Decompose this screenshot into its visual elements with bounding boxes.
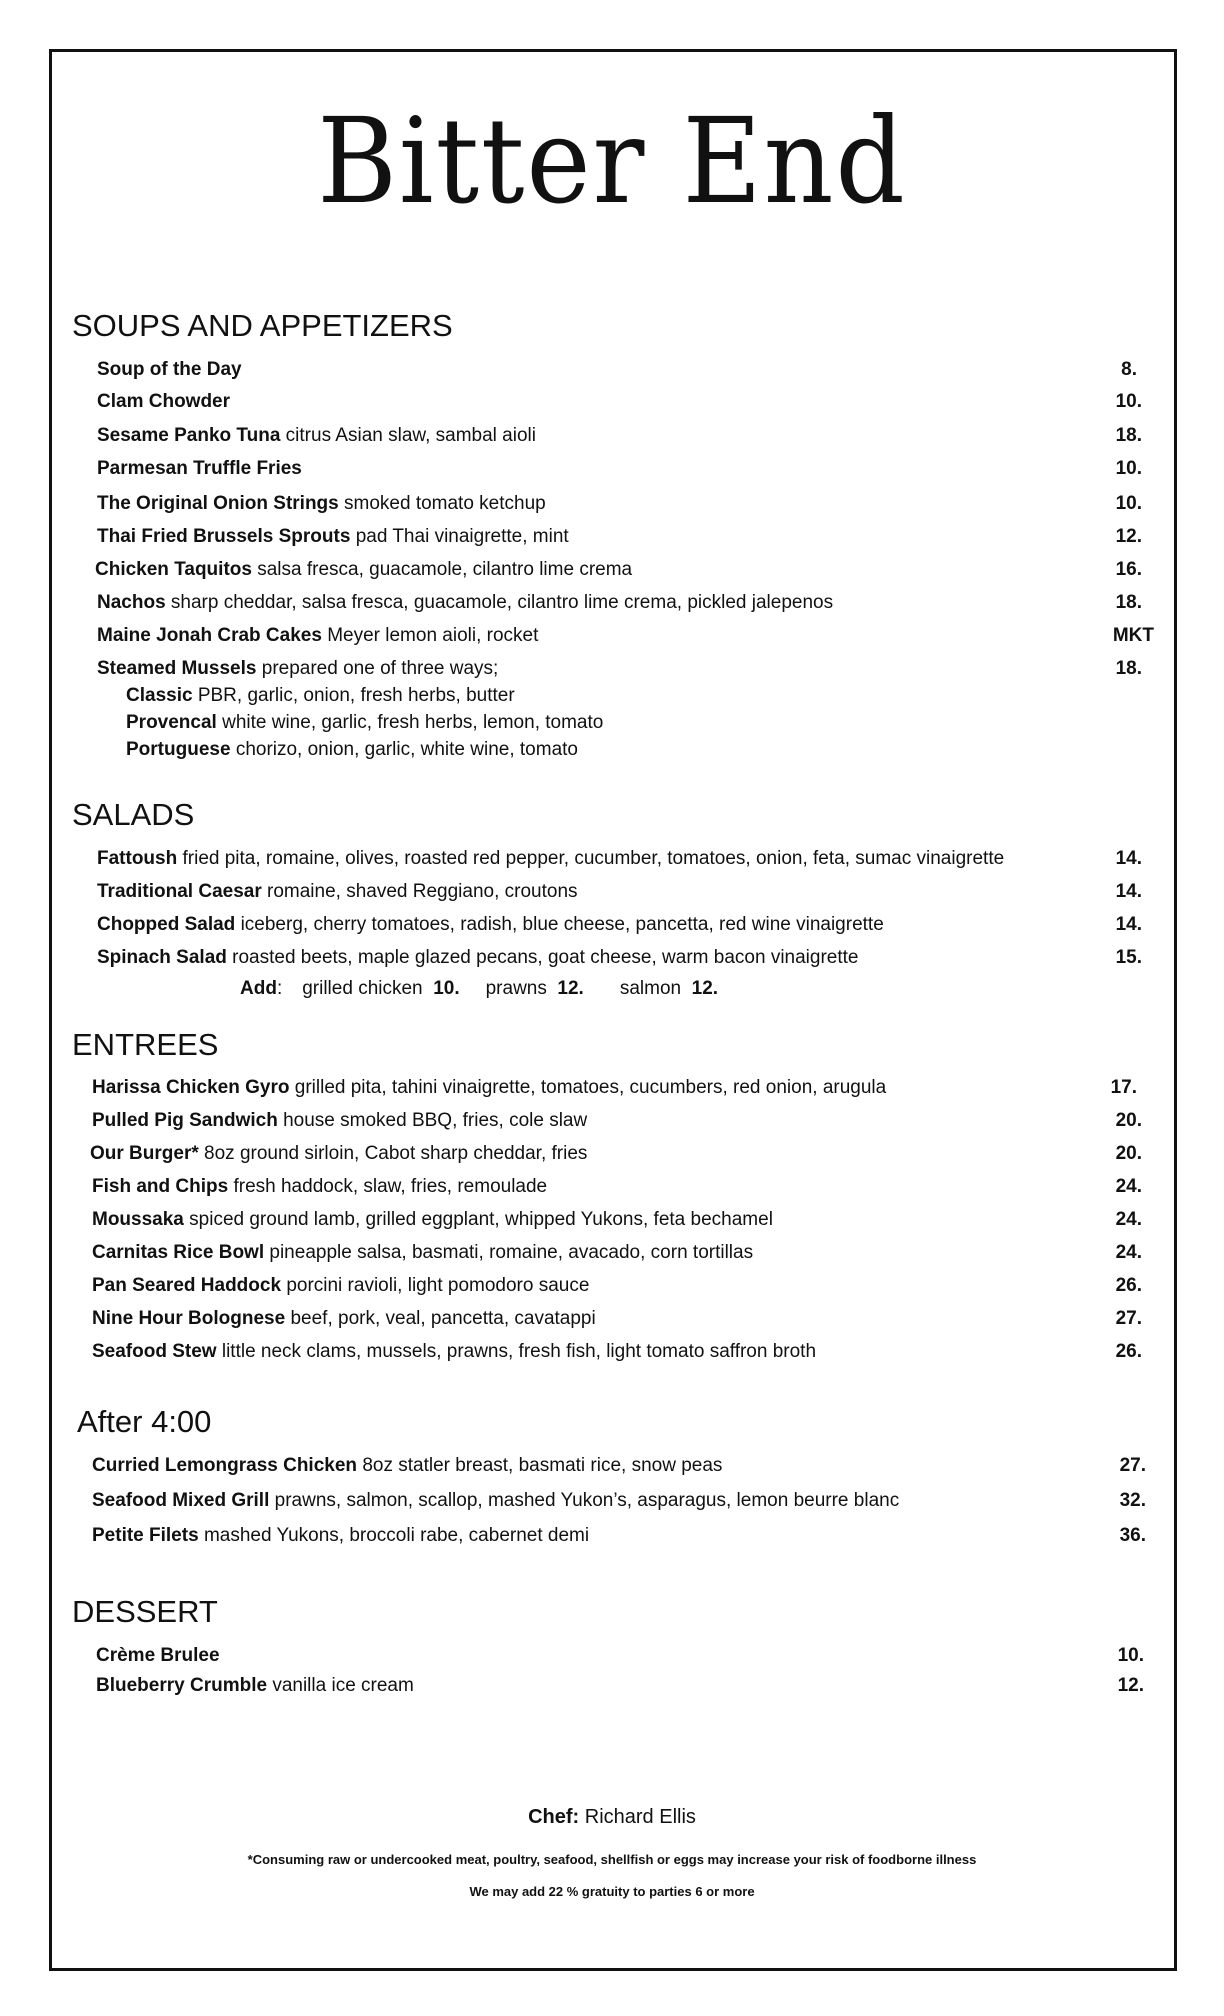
menu-item	[97, 877, 1142, 907]
menu-item	[92, 1106, 1142, 1136]
item-price: 36.	[1119, 1525, 1146, 1546]
section-title-after-four: After 4:00	[77, 1404, 212, 1439]
item-name: Harissa Chicken Gyro	[92, 1077, 290, 1098]
item-name: Nine Hour Bolognese	[92, 1308, 286, 1329]
item-name: Fattoush	[97, 848, 178, 869]
item-name: Crème Brulee	[96, 1645, 220, 1666]
item-price: 20.	[1115, 1110, 1142, 1131]
item-price: 12.	[1115, 526, 1142, 547]
item-desc: porcini ravioli, light pomodoro sauce	[286, 1275, 590, 1296]
option-desc: chorizo, onion, garlic, white wine, tomato	[235, 739, 578, 760]
item-name: Soup of the Day	[97, 359, 242, 380]
add-option-name: grilled chicken	[302, 978, 423, 999]
item-name: Our Burger*	[90, 1143, 199, 1164]
item-desc: sharp cheddar, salsa fresca, guacamole, cilantro lime crema, pickled jalepenos	[170, 592, 834, 613]
item-price: 24.	[1115, 1209, 1142, 1230]
item-desc: 8oz statler breast, basmati rice, snow peas	[362, 1455, 723, 1476]
item-name: Carnitas Rice Bowl	[92, 1242, 265, 1263]
menu-item	[97, 489, 1142, 519]
item-price: 8.	[1121, 359, 1137, 380]
mussels-option	[126, 736, 578, 764]
gratuity-notice: We may add 22 % gratuity to parties 6 or more	[469, 1884, 755, 1899]
item-price: 17.	[1110, 1077, 1137, 1098]
item-price: 10.	[1115, 458, 1142, 479]
item-price: 27.	[1115, 1308, 1142, 1329]
item-price: 14.	[1115, 881, 1142, 902]
menu-item	[92, 1271, 1142, 1301]
add-option-name: salmon	[619, 978, 682, 999]
consumer-notice: *Consuming raw or undercooked meat, poultry, seafood, shellfish or eggs may increase your risk of foodborne illness	[247, 1852, 977, 1867]
section-title-entrees: ENTREES	[72, 1027, 219, 1062]
menu-item	[97, 355, 1142, 385]
item-desc: little neck clams, mussels, prawns, fresh fish, light tomato saffron broth	[221, 1341, 817, 1362]
item-name: Seafood Stew	[92, 1341, 217, 1362]
item-desc: romaine, shaved Reggiano, croutons	[267, 881, 578, 902]
item-name: The Original Onion Strings	[97, 493, 339, 514]
item-desc: prepared one of three ways;	[261, 658, 499, 679]
restaurant-title: Bitter End	[317, 92, 907, 230]
menu-item	[97, 588, 1142, 618]
item-desc: pineapple salsa, basmati, romaine, avacado, corn tortillas	[269, 1242, 754, 1263]
item-desc: fresh haddock, slaw, fries, remoulade	[233, 1176, 548, 1197]
menu-item	[92, 1486, 1146, 1516]
item-name: Spinach Salad	[97, 947, 227, 968]
item-name: Seafood Mixed Grill	[92, 1490, 270, 1511]
mussels-option	[126, 709, 603, 737]
item-name: Sesame Panko Tuna	[97, 425, 281, 446]
item-desc: beef, pork, veal, pancetta, cavatappi	[290, 1308, 596, 1329]
item-desc: house smoked BBQ, fries, cole slaw	[283, 1110, 588, 1131]
menu-item	[97, 654, 1142, 684]
menu-item	[97, 421, 1142, 451]
item-name: Parmesan Truffle Fries	[97, 458, 302, 479]
item-name: Thai Fried Brussels Sprouts	[97, 526, 351, 547]
menu-item	[92, 1238, 1142, 1268]
item-desc: grilled pita, tahini vinaigrette, tomatoes, cucumbers, red onion, arugula	[294, 1077, 887, 1098]
menu-item	[97, 387, 1142, 417]
item-name: Chicken Taquitos	[95, 559, 252, 580]
item-name: Blueberry Crumble	[96, 1675, 268, 1696]
add-option-price: 12.	[691, 978, 719, 999]
menu-item	[97, 621, 1154, 651]
item-price: 10.	[1117, 1645, 1144, 1666]
salad-add-ons: Add: grilled chicken 10. prawns 12. salmon 12.	[240, 978, 719, 999]
item-desc: salsa fresca, guacamole, cilantro lime crema	[257, 559, 633, 580]
item-desc: prawns, salmon, scallop, mashed Yukon’s, asparagus, lemon beurre blanc	[274, 1490, 900, 1511]
add-option-price: 10.	[433, 978, 460, 999]
menu-item	[97, 844, 1142, 874]
menu-item	[92, 1304, 1142, 1334]
menu-item	[92, 1521, 1146, 1551]
menu-item	[92, 1205, 1142, 1235]
item-desc: 8oz ground sirloin, Cabot sharp cheddar, fries	[204, 1143, 588, 1164]
item-price: 32.	[1119, 1490, 1146, 1511]
item-desc: iceberg, cherry tomatoes, radish, blue cheese, pancetta, red wine vinaigrette	[240, 914, 884, 935]
item-price: 10.	[1115, 391, 1142, 412]
item-price: 15.	[1115, 947, 1142, 968]
item-price: 24.	[1115, 1242, 1142, 1263]
item-price: 18.	[1115, 658, 1142, 679]
mussels-option	[126, 682, 515, 710]
item-price: 14.	[1115, 914, 1142, 935]
item-name: Pulled Pig Sandwich	[92, 1110, 278, 1131]
item-desc: Meyer lemon aioli, rocket	[327, 625, 539, 646]
item-name: Chopped Salad	[97, 914, 236, 935]
chef-name: Richard Ellis	[584, 1806, 696, 1828]
item-desc: mashed Yukons, broccoli rabe, cabernet demi	[203, 1525, 590, 1546]
item-name: Pan Seared Haddock	[92, 1275, 282, 1296]
add-option-price: 12.	[557, 978, 584, 999]
option-desc: white wine, garlic, fresh herbs, lemon, tomato	[222, 712, 604, 733]
option-name: Portuguese	[126, 739, 231, 760]
item-name: Fish and Chips	[92, 1176, 229, 1197]
item-name: Steamed Mussels	[97, 658, 257, 679]
item-price: 16.	[1115, 559, 1142, 580]
item-price: 10.	[1115, 493, 1142, 514]
item-price: 18.	[1115, 425, 1142, 446]
menu-item	[92, 1337, 1142, 1367]
item-desc: fried pita, romaine, olives, roasted red pepper, cucumber, tomatoes, onion, feta, sumac vinaigrette	[182, 848, 1005, 869]
item-price: 12.	[1117, 1675, 1144, 1696]
option-name: Classic	[126, 685, 193, 706]
item-name: Nachos	[97, 592, 166, 613]
chef-label: Chef:	[528, 1806, 580, 1828]
menu-item	[97, 910, 1142, 940]
item-price: MKT	[1112, 625, 1154, 646]
menu-item	[90, 1139, 1142, 1169]
menu-item	[97, 943, 1142, 973]
item-name: Curried Lemongrass Chicken	[92, 1455, 358, 1476]
menu-item	[97, 454, 1142, 484]
item-name: Maine Jonah Crab Cakes	[97, 625, 322, 646]
item-price: 14.	[1115, 848, 1142, 869]
item-name: Clam Chowder	[97, 391, 231, 412]
section-title-dessert: DESSERT	[72, 1594, 218, 1629]
menu-item	[96, 1671, 1144, 1701]
item-desc: smoked tomato ketchup	[344, 493, 546, 514]
item-desc: roasted beets, maple glazed pecans, goat cheese, warm bacon vinaigrette	[232, 947, 859, 968]
option-desc: PBR, garlic, onion, fresh herbs, butter	[197, 685, 515, 706]
item-price: 18.	[1115, 592, 1142, 613]
item-desc: pad Thai vinaigrette, mint	[355, 526, 569, 547]
item-price: 26.	[1115, 1275, 1142, 1296]
menu-item	[92, 1451, 1146, 1481]
item-desc: citrus Asian slaw, sambal aioli	[285, 425, 536, 446]
chef-credit	[0, 1806, 1224, 1829]
item-price: 24.	[1115, 1176, 1142, 1197]
item-name: Traditional Caesar	[97, 881, 262, 902]
menu-item	[96, 1641, 1144, 1671]
menu-item	[97, 522, 1142, 552]
option-name: Provencal	[126, 712, 217, 733]
section-title-salads: SALADS	[72, 797, 195, 832]
item-desc: vanilla ice cream	[272, 1675, 414, 1696]
menu-item	[92, 1073, 1137, 1103]
menu-item	[92, 1172, 1142, 1202]
item-price: 20.	[1115, 1143, 1142, 1164]
section-title-soups: SOUPS AND APPETIZERS	[72, 308, 453, 343]
add-label: Add	[240, 978, 277, 999]
item-desc: spiced ground lamb, grilled eggplant, whipped Yukons, feta bechamel	[189, 1209, 773, 1230]
menu-item	[95, 555, 1142, 585]
item-price: 27.	[1119, 1455, 1146, 1476]
item-name: Moussaka	[92, 1209, 184, 1230]
add-option-name: prawns	[485, 978, 547, 999]
item-price: 26.	[1115, 1341, 1142, 1362]
item-name: Petite Filets	[92, 1525, 199, 1546]
